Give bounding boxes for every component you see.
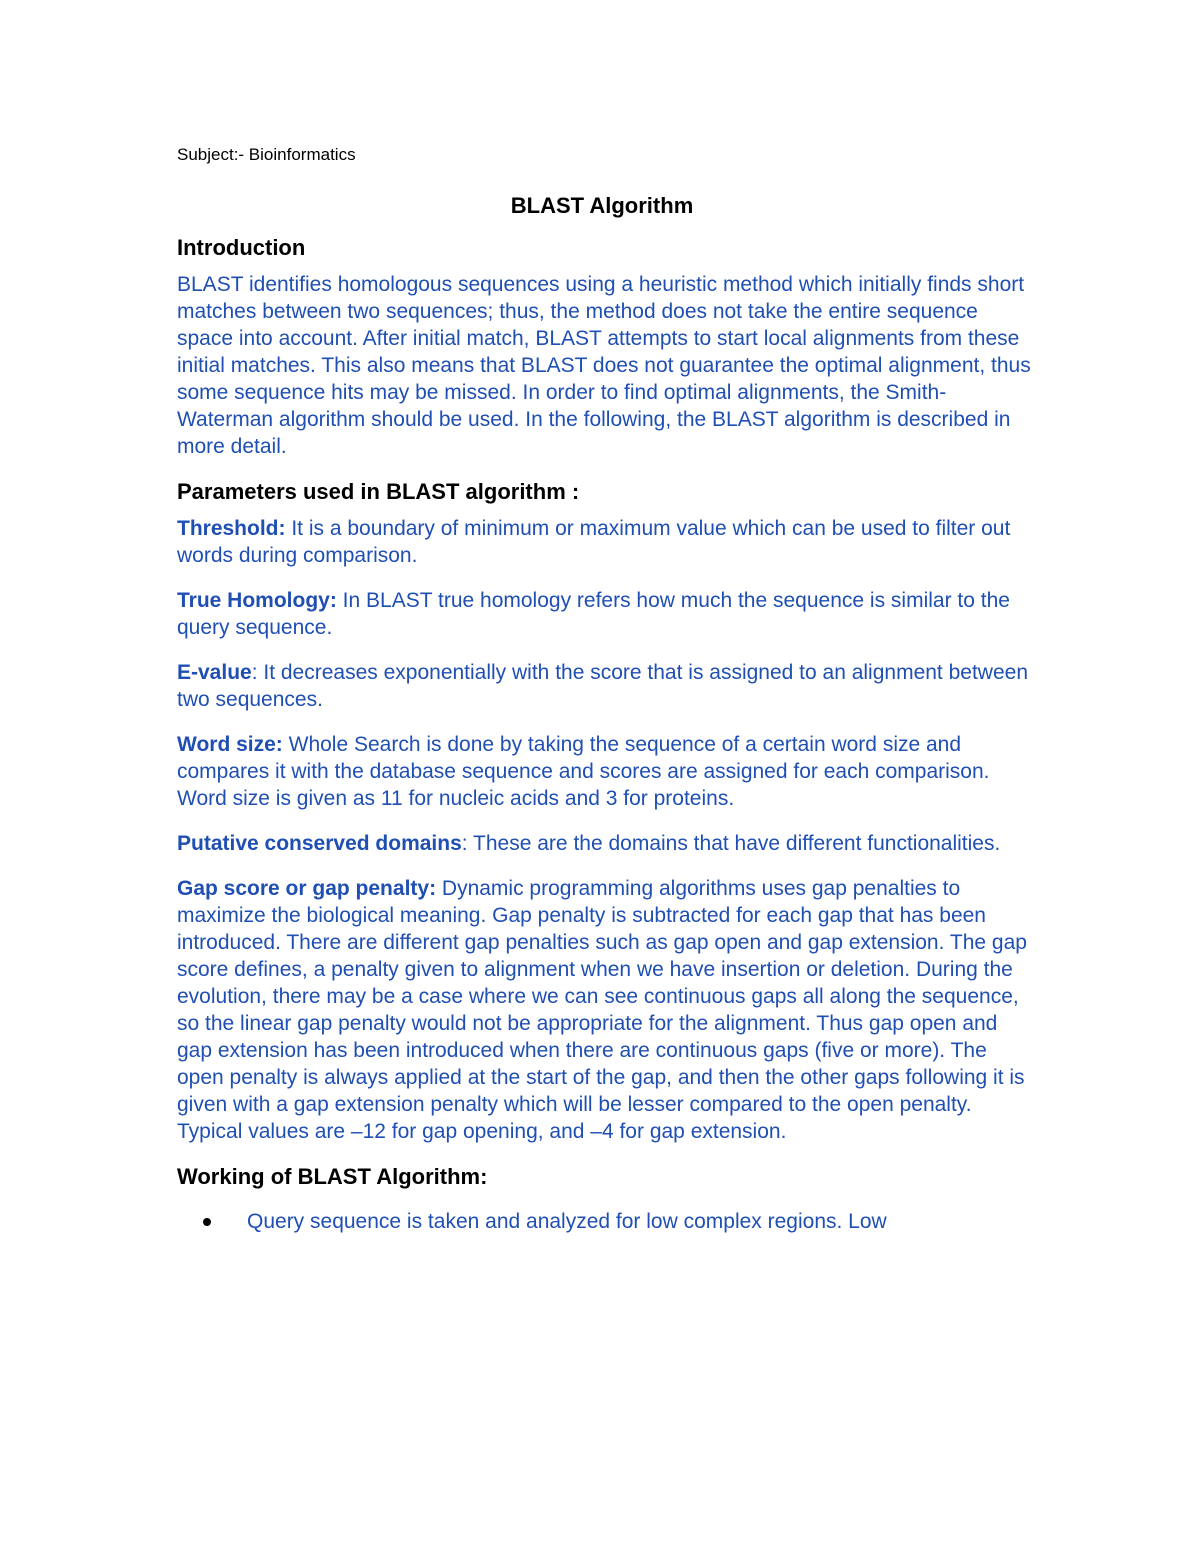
parameter-description: It is a boundary of minimum or maximum value which can be used to filter out words during comparison. (177, 517, 1011, 567)
parameter-description: : These are the domains that have different functionalities. (461, 832, 1001, 855)
document-content (177, 140, 1037, 1235)
list-item-text: Query sequence is taken and analyzed for low complex regions. Low (247, 1210, 887, 1233)
parameter-term: E-value (177, 661, 252, 684)
parameter-description: : It decreases exponentially with the score that is assigned to an alignment between two sequences. (177, 661, 1028, 711)
working-steps-list (177, 1208, 1037, 1235)
parameter-term: Gap score or gap penalty: (177, 877, 437, 900)
introduction-paragraph: BLAST identifies homologous sequences using a heuristic method which initially finds short matches between two sequences; thus, the method does not take the entire sequence space into account. After initial match, BLAST attempts to start local alignments from these initial matches. This also means that BLAST does not guarantee the optimal alignment, thus some sequence hits may be missed. In order to find optimal alignments, the Smith-Waterman algorithm should be used. In the following, the BLAST algorithm is described in more detail. (177, 273, 1031, 458)
working-heading: Working of BLAST Algorithm: (177, 1164, 488, 1189)
parameters-heading: Parameters used in BLAST algorithm : (177, 479, 580, 504)
parameter-threshold (177, 515, 1037, 569)
parameter-e-value (177, 659, 1037, 713)
parameter-term: Putative conserved domains (177, 832, 462, 855)
parameter-putative-conserved-domains (177, 830, 1037, 857)
subject-line: Subject:- Bioinformatics (177, 145, 356, 164)
introduction-heading: Introduction (177, 235, 306, 260)
parameter-term: Threshold: (177, 517, 286, 540)
parameter-description: In BLAST true homology refers how much the sequence is similar to the query sequence. (177, 589, 1010, 639)
parameter-description: Dynamic programming algorithms uses gap penalties to maximize the biological meaning. Gap penalty is subtracted for each gap that has been introduced. There are different gap penalties such as gap open and gap extension. The gap score defines, a penalty given to alignment when we have insertion or deletion. During the evolution, there may be a case where we can see continuous gaps all along the sequence, so the linear gap penalty would not be appropriate for the alignment. Thus gap open and gap extension has been introduced when there are continuous gaps (five or more). The open penalty is always applied at the start of the gap, and then the other gaps following it is given with a gap extension penalty which will be lesser compared to the open penalty. Typical values are –12 for gap opening, and –4 for gap extension. (177, 877, 1027, 1143)
document-title: BLAST Algorithm (510, 193, 694, 218)
list-item (177, 1208, 1037, 1235)
parameter-term: Word size: (177, 733, 283, 756)
bullet-icon (203, 1218, 211, 1226)
parameter-word-size (177, 731, 1037, 812)
parameter-gap-penalty (177, 875, 1037, 1145)
parameter-true-homology (177, 587, 1037, 641)
parameter-description: Whole Search is done by taking the sequence of a certain word size and compares it with the database sequence and scores are assigned for each comparison. Word size is given as 11 for nucleic acids and 3 for proteins. (177, 733, 990, 810)
parameter-term: True Homology: (177, 589, 337, 612)
